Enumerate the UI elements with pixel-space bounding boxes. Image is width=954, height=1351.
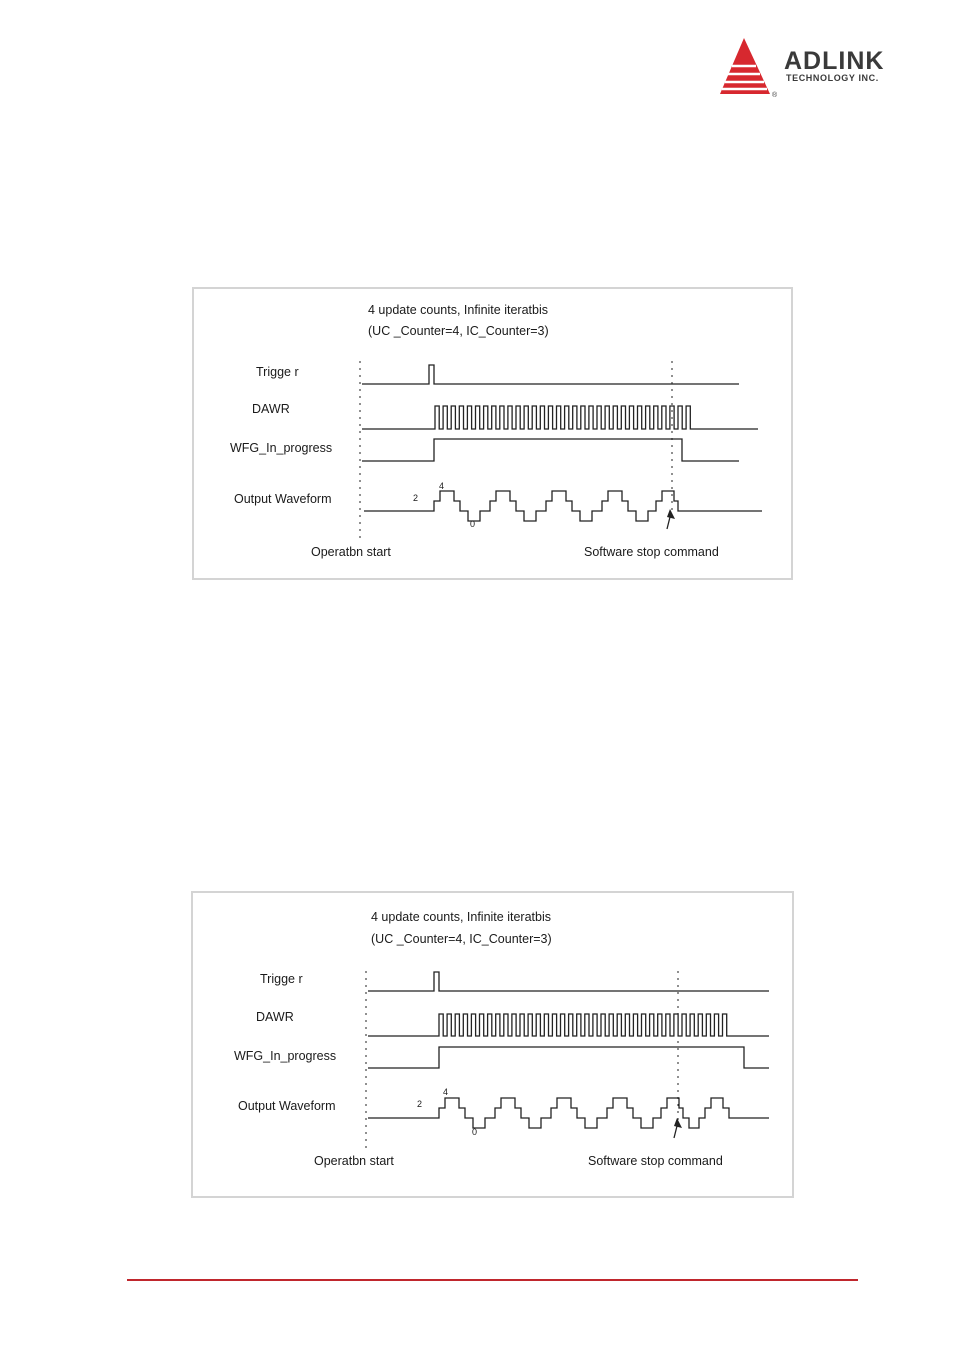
- trigger-label: Trigge r: [256, 365, 299, 379]
- diagram-subtitle: (UC _Counter=4, IC_Counter=3): [368, 324, 549, 338]
- wfg-label: WFG_In_progress: [234, 1049, 337, 1063]
- operation-start-label: Operatbn start: [311, 545, 391, 559]
- dawr-label: DAWR: [252, 402, 290, 416]
- software-stop-label: Software stop command: [584, 545, 719, 559]
- diagram-subtitle: (UC _Counter=4, IC_Counter=3): [371, 932, 552, 946]
- wfg-in-progress-signal: [362, 439, 739, 461]
- dawr-label: DAWR: [256, 1010, 294, 1024]
- output-waveform-signal: [364, 491, 762, 521]
- output-waveform-label: Output Waveform: [234, 492, 332, 506]
- timing-diagram-2: [191, 891, 794, 1198]
- level-mid-label: 2: [417, 1099, 423, 1109]
- diagram-title: 4 update counts, Infinite iteratbis: [368, 303, 548, 317]
- level-low-label: 0: [472, 1127, 478, 1137]
- dawr-signal: [362, 406, 758, 429]
- brand-tagline: TECHNOLOGY INC.: [786, 73, 879, 83]
- trigger-signal: [368, 972, 769, 991]
- brand-name: ADLINK: [784, 47, 885, 75]
- trigger-signal: [362, 365, 739, 384]
- dawr-signal: [368, 1014, 769, 1036]
- output-waveform-signal: [368, 1098, 769, 1128]
- adlink-logo: [718, 36, 918, 98]
- timing-diagram-1: [192, 287, 793, 580]
- stop-arrow-icon: [667, 509, 675, 529]
- level-high-label: 4: [443, 1087, 449, 1097]
- level-high-label: 4: [439, 481, 445, 491]
- level-low-label: 0: [470, 519, 476, 529]
- footer-rule: [127, 1279, 858, 1281]
- operation-start-label: Operatbn start: [314, 1154, 394, 1168]
- wfg-label: WFG_In_progress: [230, 441, 333, 455]
- timing-diagram-1-svg: [194, 289, 793, 580]
- registered-mark: ®: [772, 92, 778, 98]
- diagram-title: 4 update counts, Infinite iteratbis: [371, 910, 551, 924]
- timing-diagram-2-svg: [193, 893, 794, 1198]
- level-mid-label: 2: [413, 493, 419, 503]
- trigger-label: Trigge r: [260, 972, 303, 986]
- wfg-in-progress-signal: [368, 1047, 769, 1068]
- output-waveform-label: Output Waveform: [238, 1099, 336, 1113]
- adlink-pyramid-icon: [718, 36, 780, 98]
- software-stop-label: Software stop command: [588, 1154, 723, 1168]
- stop-arrow-icon: [674, 1118, 682, 1138]
